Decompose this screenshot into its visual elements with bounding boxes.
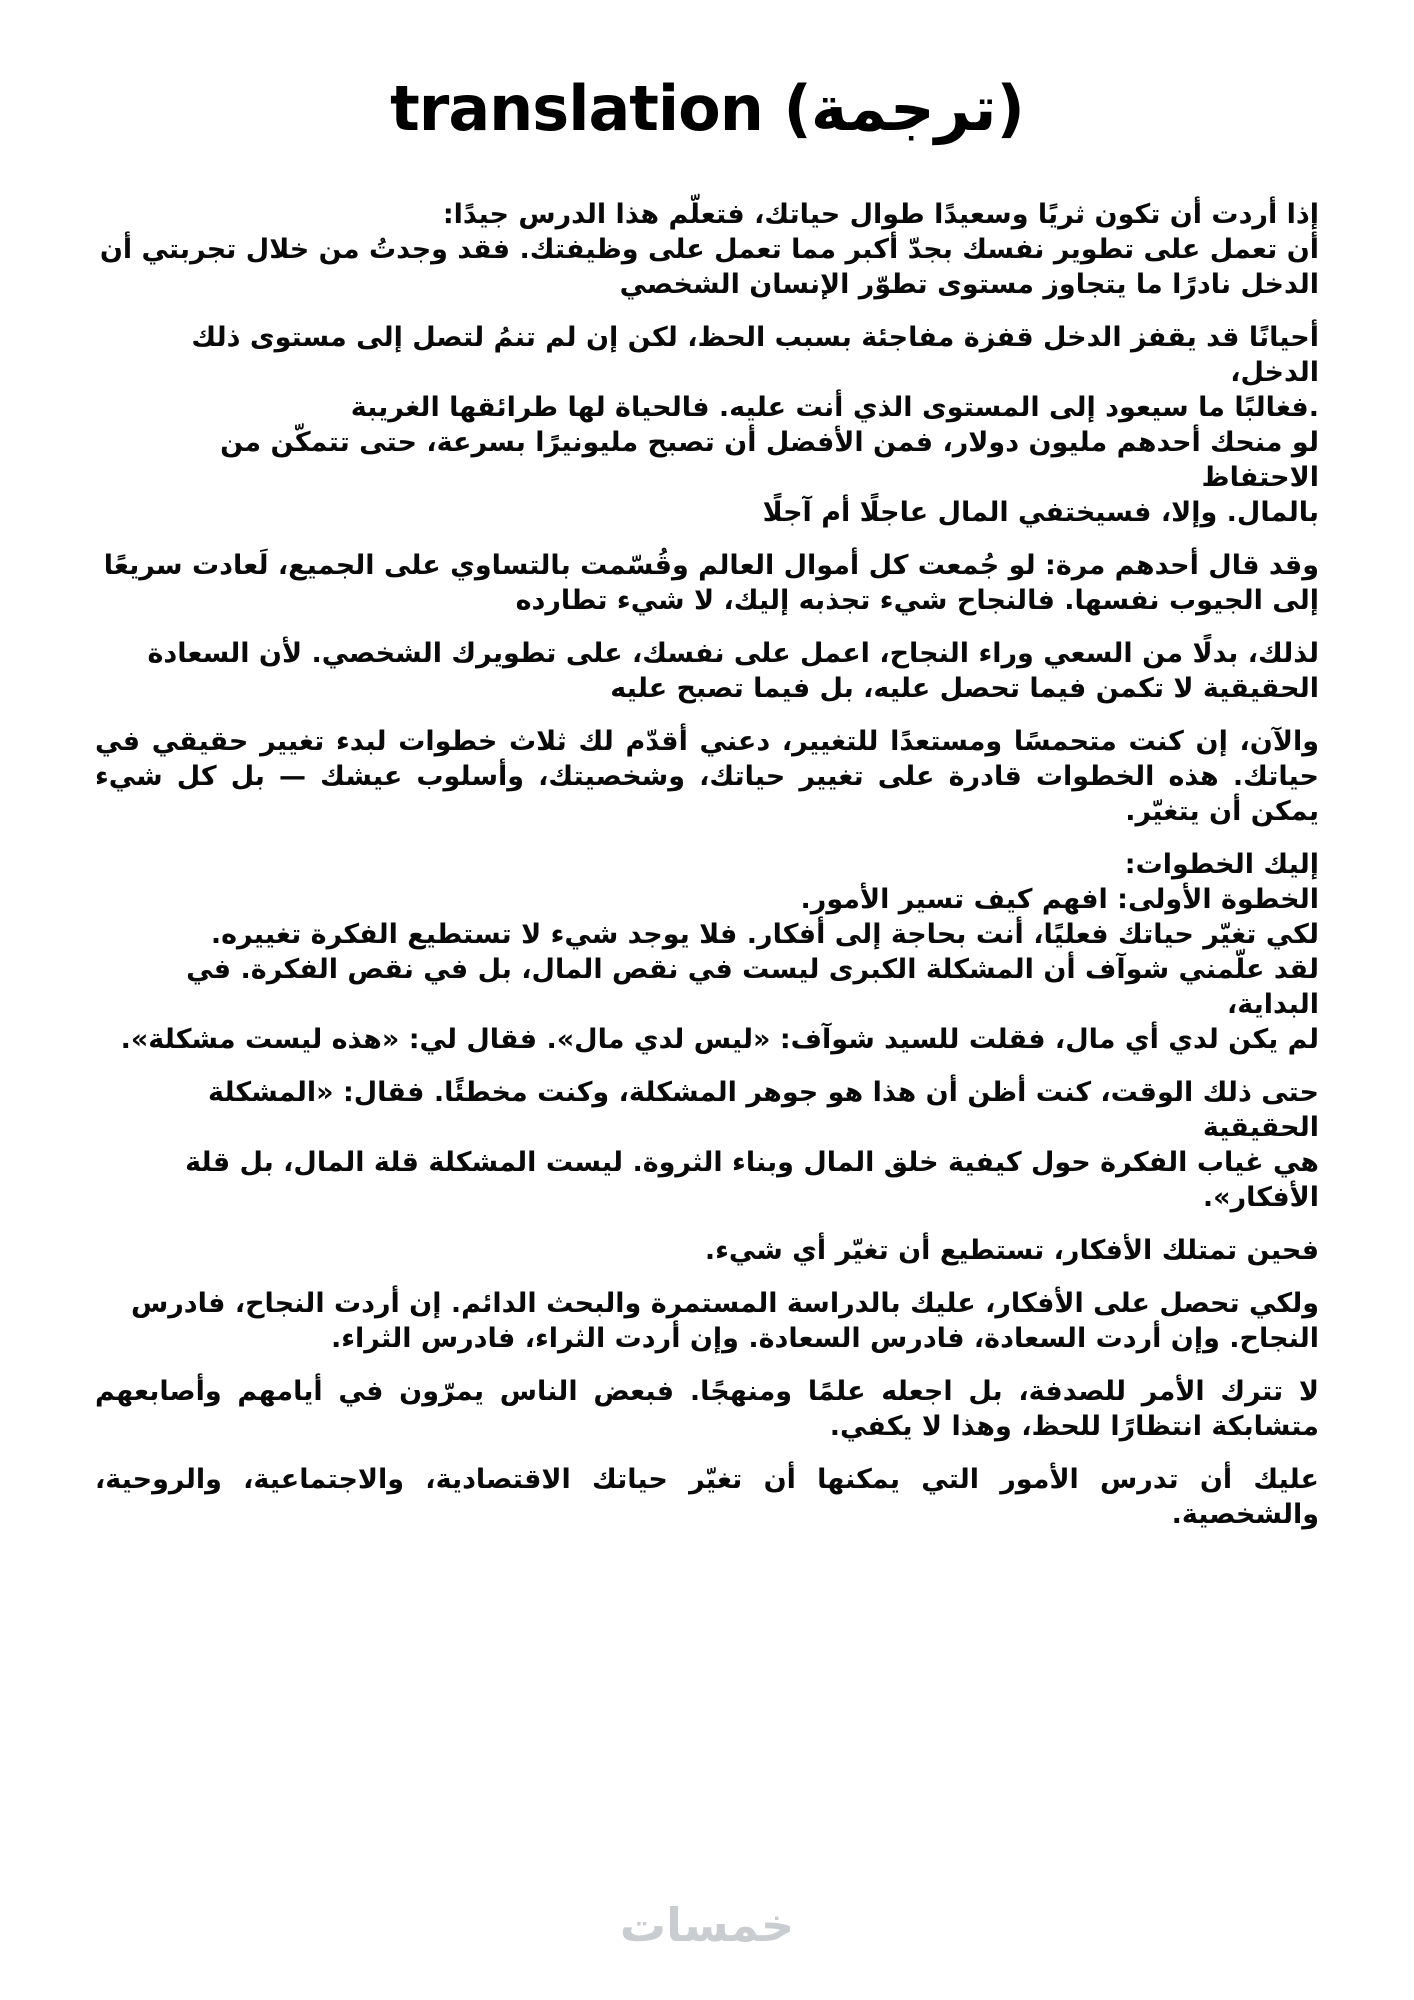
paragraph-6 [95,847,1319,1057]
text-line: حتى ذلك الوقت، كنت أظن أن هذا هو جوهر المشكلة، وكنت مخطئًا. فقال: «المشكلة الحقيقية [208,1077,1319,1143]
text-line: حياتك. هذه الخطوات قادرة على تغيير حياتك، وشخصيتك، وأسلوب عيشك — بل كل شيء [95,761,1319,792]
text-line: وقد قال أحدهم مرة: لو جُمعت كل أموال العالم وقُسّمت بالتساوي على الجميع، لَعادت سريعًا [103,550,1319,581]
text-line: إذا أردت أن تكون ثريًا وسعيدًا طوال حياتك، فتعلّم هذا الدرس جيدًا: [442,199,1319,230]
paragraph-2 [95,320,1319,530]
paragraph-8 [95,1233,1319,1268]
text-line: والآن، إن كنت متحمسًا ومستعدًا للتغيير، دعني أقدّم لك ثلاث خطوات لبدء تغيير حقيقي في [95,726,1319,757]
text-line: ولكي تحصل على الأفكار، عليك بالدراسة المستمرة والبحث الدائم. إن أردت النجاح، فادرس [130,1288,1319,1319]
text-line: لذلك، بدلًا من السعي وراء النجاح، اعمل على نفسك، على تطويرك الشخصي. لأن السعادة [147,638,1319,669]
watermark-logo: خمسات [619,1898,795,1952]
text-line: الحقيقية لا تكمن فيما تحصل عليه، بل فيما تصبح عليه [610,673,1319,704]
text-line: إليك الخطوات: [1124,849,1319,880]
text-line: متشابكة انتظارًا للحظ، وهذا لا يكفي. [829,1411,1319,1442]
text-line: إلى الجيوب نفسها. فالنجاح شيء تجذبه إليك، لا شيء تطارده [515,585,1319,616]
paragraph-4 [95,636,1319,706]
text-line: يمكن أن يتغيّر. [1125,796,1319,827]
paragraph-3 [95,548,1319,618]
paragraph-1 [95,197,1319,302]
text-line: أحيانًا قد يقفز الدخل قفزة مفاجئة بسبب الحظ، لكن إن لم تنمُ لتصل إلى مستوى ذلك الدخل، [191,322,1319,388]
text-line: لا تترك الأمر للصدفة، بل اجعله علمًا ومنهجًا. فبعض الناس يمرّون في أيامهم وأصابعهم [95,1376,1319,1407]
text-line: عليك أن تدرس الأمور التي يمكنها أن تغيّر حياتك الاقتصادية، والاجتماعية، والروحية، [95,1464,1319,1495]
text-line: لم يكن لدي أي مال، فقلت للسيد شوآف: «ليس لدي مال». فقال لي: «هذه ليست مشكلة». [120,1024,1319,1055]
page-title: translation (ترجمة) [390,72,1024,145]
text-line: الخطوة الأولى: افهم كيف تسير الأمور. [800,884,1319,915]
document-body [0,145,1414,1532]
text-line: لكي تغيّر حياتك فعليًا، أنت بحاجة إلى أفكار. فلا يوجد شيء لا تستطيع الفكرة تغييره. [210,919,1319,950]
paragraph-5 [95,724,1319,829]
text-line: فحين تمتلك الأفكار، تستطيع أن تغيّر أي شيء. [704,1235,1319,1266]
text-line: بالمال. وإلا، فسيختفي المال عاجلًا أم آجلًا [762,497,1319,528]
paragraph-9 [95,1286,1319,1356]
text-line: النجاح. وإن أردت السعادة، فادرس السعادة. وإن أردت الثراء، فادرس الثراء. [330,1323,1319,1354]
text-line: هي غياب الفكرة حول كيفية خلق المال وبناء الثروة. ليست المشكلة قلة المال، بل قلة الأفكار». [185,1147,1319,1213]
paragraph-7 [95,1075,1319,1215]
text-line: الدخل نادرًا ما يتجاوز مستوى تطوّر الإنسان الشخصي [619,269,1319,300]
text-line: .فغالبًا ما سيعود إلى المستوى الذي أنت عليه. فالحياة لها طرائقها الغريبة [350,392,1319,423]
text-line: أن تعمل على تطوير نفسك بجدّ أكبر مما تعمل على وظيفتك. فقد وجدتُ من خلال تجربتي أن [99,234,1319,265]
paragraph-10 [95,1374,1319,1444]
text-line: لقد علّمني شوآف أن المشكلة الكبرى ليست في نقص المال، بل في نقص الفكرة. في البداية، [186,954,1319,1020]
text-line: لو منحك أحدهم مليون دولار، فمن الأفضل أن تصبح مليونيرًا بسرعة، حتى تتمكّن من الاحتفاظ [220,427,1319,493]
paragraph-11 [95,1462,1319,1532]
text-line: والشخصية. [1171,1499,1319,1530]
